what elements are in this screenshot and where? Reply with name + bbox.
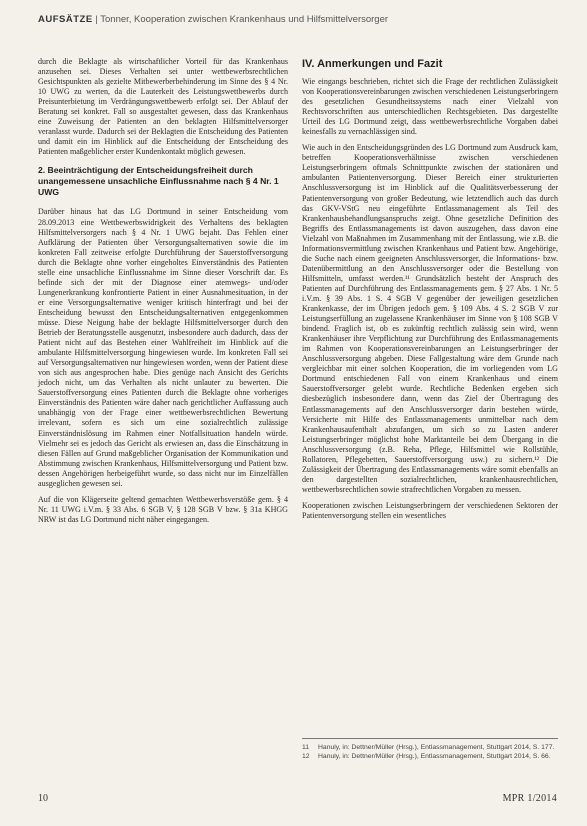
right-paragraph-3: Kooperationen zwischen Leistungserbringern der verschiedenen Sektoren der Patientenversorgung stellen ein wesentliches	[302, 500, 558, 520]
footnote-12	[302, 752, 558, 761]
footnote-11	[302, 743, 558, 752]
footnote-text: Hanuly, in: Dettner/Müller (Hrsg.), Entlassmanagement, Stuttgart 2014, S. 66.	[318, 753, 551, 760]
left-paragraph-2: Darüber hinaus hat das LG Dortmund in seiner Entscheidung vom 28.09.2013 eine Wettbewerbswidrigkeit des Verhaltens des beklagten Hilfsmittelversorgers nach § 4 Nr. 1 UWG bejaht. Das Fehlen einer Aufklärung der Patienten über Versorgungsalternativen sowie die im konkreten Fall zeitweise erfolgte Durchführung der Sauerstoffversorgung durch die Beklagte ohne vorher eingeholtes Einverständnis des Patienten stelle eine unsachliche Einflussnahme im Sinne dieser Vorschrift dar. Es befinde sich der mit der Diagnose einer atemwegs- und/oder Lungenerkrankung konfrontierte Patient in einer Ausnahmesituation, in der er eine Versorgungsalternative weniger kritisch hinterfragt und bei der Entscheidung bewusst den Entscheidungsalternativen entgegenkommen müsse. Diese Neigung habe der beklagte Hilfsmittelversorger durch den Betrieb der Beratungsstelle ausgenutzt, insbesondere auch dadurch, dass der Patient nicht auf das Bestehen einer Wahlfreiheit im Hinblick auf die ambulante Hilfsmittelversorgung hingewiesen wurde. Im konkreten Fall sei auf Versorgungsalternativen nur hingewiesen worden, wenn der Patient diese von sich aus angesprochen habe. Dies genüge nach Ansicht des Gerichts jedoch nicht, um das Verhalten als nicht unlauter zu bewerten. Die Sauerstoffversorgung eines Patienten durch die Beklagte ohne vorheriges Einverständnis des Patienten wäre daher nach gerichtlicher Auffassung auch unabhängig von der Frage einer wettbewerbsrechtlichen Bewertung irrelevant, sofern es sich um eine sozialrechtlich zulässige Einverständnislösung im Rahmen einer Notfallsituation handeln würde. Vielmehr sei es jedoch das Gericht als erwiesen an, dass die Einschätzung in diesen Fällen auf Grund maßgeblicher Organisation der Kommunikation und Abstimmung zwischen Krankenhaus, Hilfsmittelversorgung und Patient bzw. dessen Angehörigen herbeigeführt wurde, so dass nicht nur im Einzelfällen ausgeglichen gewesen sei.	[38, 207, 288, 488]
footnote-number: 12	[302, 753, 310, 760]
page-number: 10	[38, 793, 48, 804]
right-paragraph-1: Wie eingangs beschrieben, richtet sich die Frage der rechtlichen Zulässigkeit von Kooperationsvereinbarungen zwischen verschiedenen Leistungserbringern des gesetzlichen Gesundheitssystems nach einer Vielzahl von Rechtsvorschriften aus unterschiedlichen Rechtsgebieten. Das dargestellte Urteil des LG Dortmund zeigt, dass wettbewerbsrechtliche Vorgaben dabei keinesfalls zu vernachlässigen sind.	[302, 77, 558, 137]
section-label: AUFSÄTZE	[38, 14, 93, 25]
running-head-separator: |	[95, 14, 101, 25]
running-head	[38, 14, 558, 25]
right-column	[302, 57, 558, 527]
running-head-title: Tonner, Kooperation zwischen Krankenhaus und Hilfsmittelversorger	[100, 14, 389, 25]
footnote-text: Hanuly, in: Dettner/Müller (Hrsg.), Entlassmanagement, Stuttgart 2014, S. 177.	[318, 744, 555, 751]
left-column	[38, 57, 288, 531]
right-paragraph-2: Wie auch in den Entscheidungsgründen des LG Dortmund zum Ausdruck kam, betreffen Kooperationsverhältnisse zwischen verschiedenen Leistungserbringern oftmals Schnittpunkte zwischen der stationären und ambulanten Patientenversorgung. Dieser Bereich einer strukturierten Anschlussversorgung ist im Hinblick auf die Qualitätsverbesserung der Patientenversorgung von großer Bedeutung, wie letztendlich auch das durch das GKV-VStG neu eingeführte Entlassmanagement als Teil des Krankenhausbehandlungsanspruchs zeigt. Ohne gesetzliche Definition des Begriffs des Entlassmanagements ist davon auszugehen, dass davon eine Vielzahl von Maßnahmen im Zusammenhang mit der Entlassung, wie z.B. die Informationsvermittlung zwischen Krankenhaus und Patient bzw. Angehörige, die Suche nach einem geeigneten Anschlussversorger, die Informations- bzw. Datenübermittlung an den Anschlussversorger oder die Bestellung von Hilfsmitteln, umfasst werden.¹¹ Grundsätzlich besteht der Anspruch des Patienten auf Durchführung des Entlassmanagements gem. § 27 Abs. 1 Nr. 5 i.V.m. § 39 Abs. 1 S. 4 SGB V gegenüber der jeweiligen gesetzlichen Krankenkasse, der im Übrigen jedoch gem. § 109 Abs. 4 S. 2 SGB V zur Leistungserfüllung an zugelassene Krankenhäuser im Sinne von § 108 SGB V bindend. Fraglich ist, ob es zukünftig rechtlich zulässig sein wird, wenn Krankenhäuser ihre Verpflichtung zur Durchführung des Entlassmanagements im Rahmen von Kooperationsvereinbarungen an Leistungserbringer der Anschlussversorgung abgeben. Diese Fallgestaltung wäre dem Grunde nach vergleichbar mit einer solchen Kooperation, die im vorliegenden vom LG Dortmund entschiedenen Fall von einem Krankenhaus und einem Sauerstoffversorger gelebt wurde. Rechtliche Bedenken ergeben sich diesbezüglich insbesondere dann, wenn das Ziel der Übertragung des Entlassmanagements auf den Anschlussversorger darin bestehen würde, Versicherte mit Hilfe des Entlassmanagements unmittelbar nach dem Krankenhausaufenthalt abzufangen, um sich so zu Lasten anderer Leistungserbringer möglichst hohe Marktanteile bei dem Übergang in die Anschlussversorgung (z.B. Reha, Pflege, Hilfsmittel wie Rollstühle, Rollatoren, Pflegebetten, Sauerstoffversorgung usw.) zu sichern.¹² Die Zulässigkeit der Übertragung des Entlassmanagements wäre somit ebenfalls an den dargestellten sozialrechtlichen, krankenhausrechtlichen, wettbewerbsrechtlichen sowie strafrechtlichen Vorgaben zu messen.	[302, 143, 558, 494]
left-paragraph-3: Auf die von Klägerseite geltend gemachten Wettbewerbsverstöße gem. § 4 Nr. 11 UWG i.V.m. § 33 Abs. 6 SGB V, § 128 SGB V bzw. § 31a KHGG NRW ist das LG Dortmund nicht näher eingegangen.	[38, 494, 288, 524]
subsection-heading: 2. Beeinträchtigung der Entscheidungsfreiheit durch unangemessene unsachliche Einflussnahme nach § 4 Nr. 1 UWG	[38, 165, 279, 198]
footnote-number: 11	[302, 744, 310, 751]
journal-issue: MPR 1/2014	[502, 793, 557, 804]
footnotes	[302, 738, 558, 761]
section-heading: IV. Anmerkungen und Fazit	[302, 58, 443, 70]
left-paragraph-1: durch die Beklagte als wirtschaftlicher Vorteil für das Krankenhaus anzusehen sei. Dieses Verhalten sei unter wettbewerbsrechtlichen Gesichtspunkten als gezielte Mitbewerberbehinderung im Sinne des § 4 Nr. 10 UWG zu werten, da die Lauterkeit des Leistungswettbewerbs durch Preisunterbietung im Verdrängungswettbewerb erfolgt sei. Der Ablauf der Beratung sei konkret. Fall so ausgestaltet gewesen, dass das Krankenhaus eine Zuweisung der Patienten an den beklagten Hilfsmittelversorger veranlasst wurde. Dadurch sei der Beklagten die Entscheidung des Patienten und damit ein im Hinblick auf die Entscheidung der Entscheidung des Patienten maßgeblicher erster Kundenkontakt möglich gewesen.	[38, 57, 288, 157]
